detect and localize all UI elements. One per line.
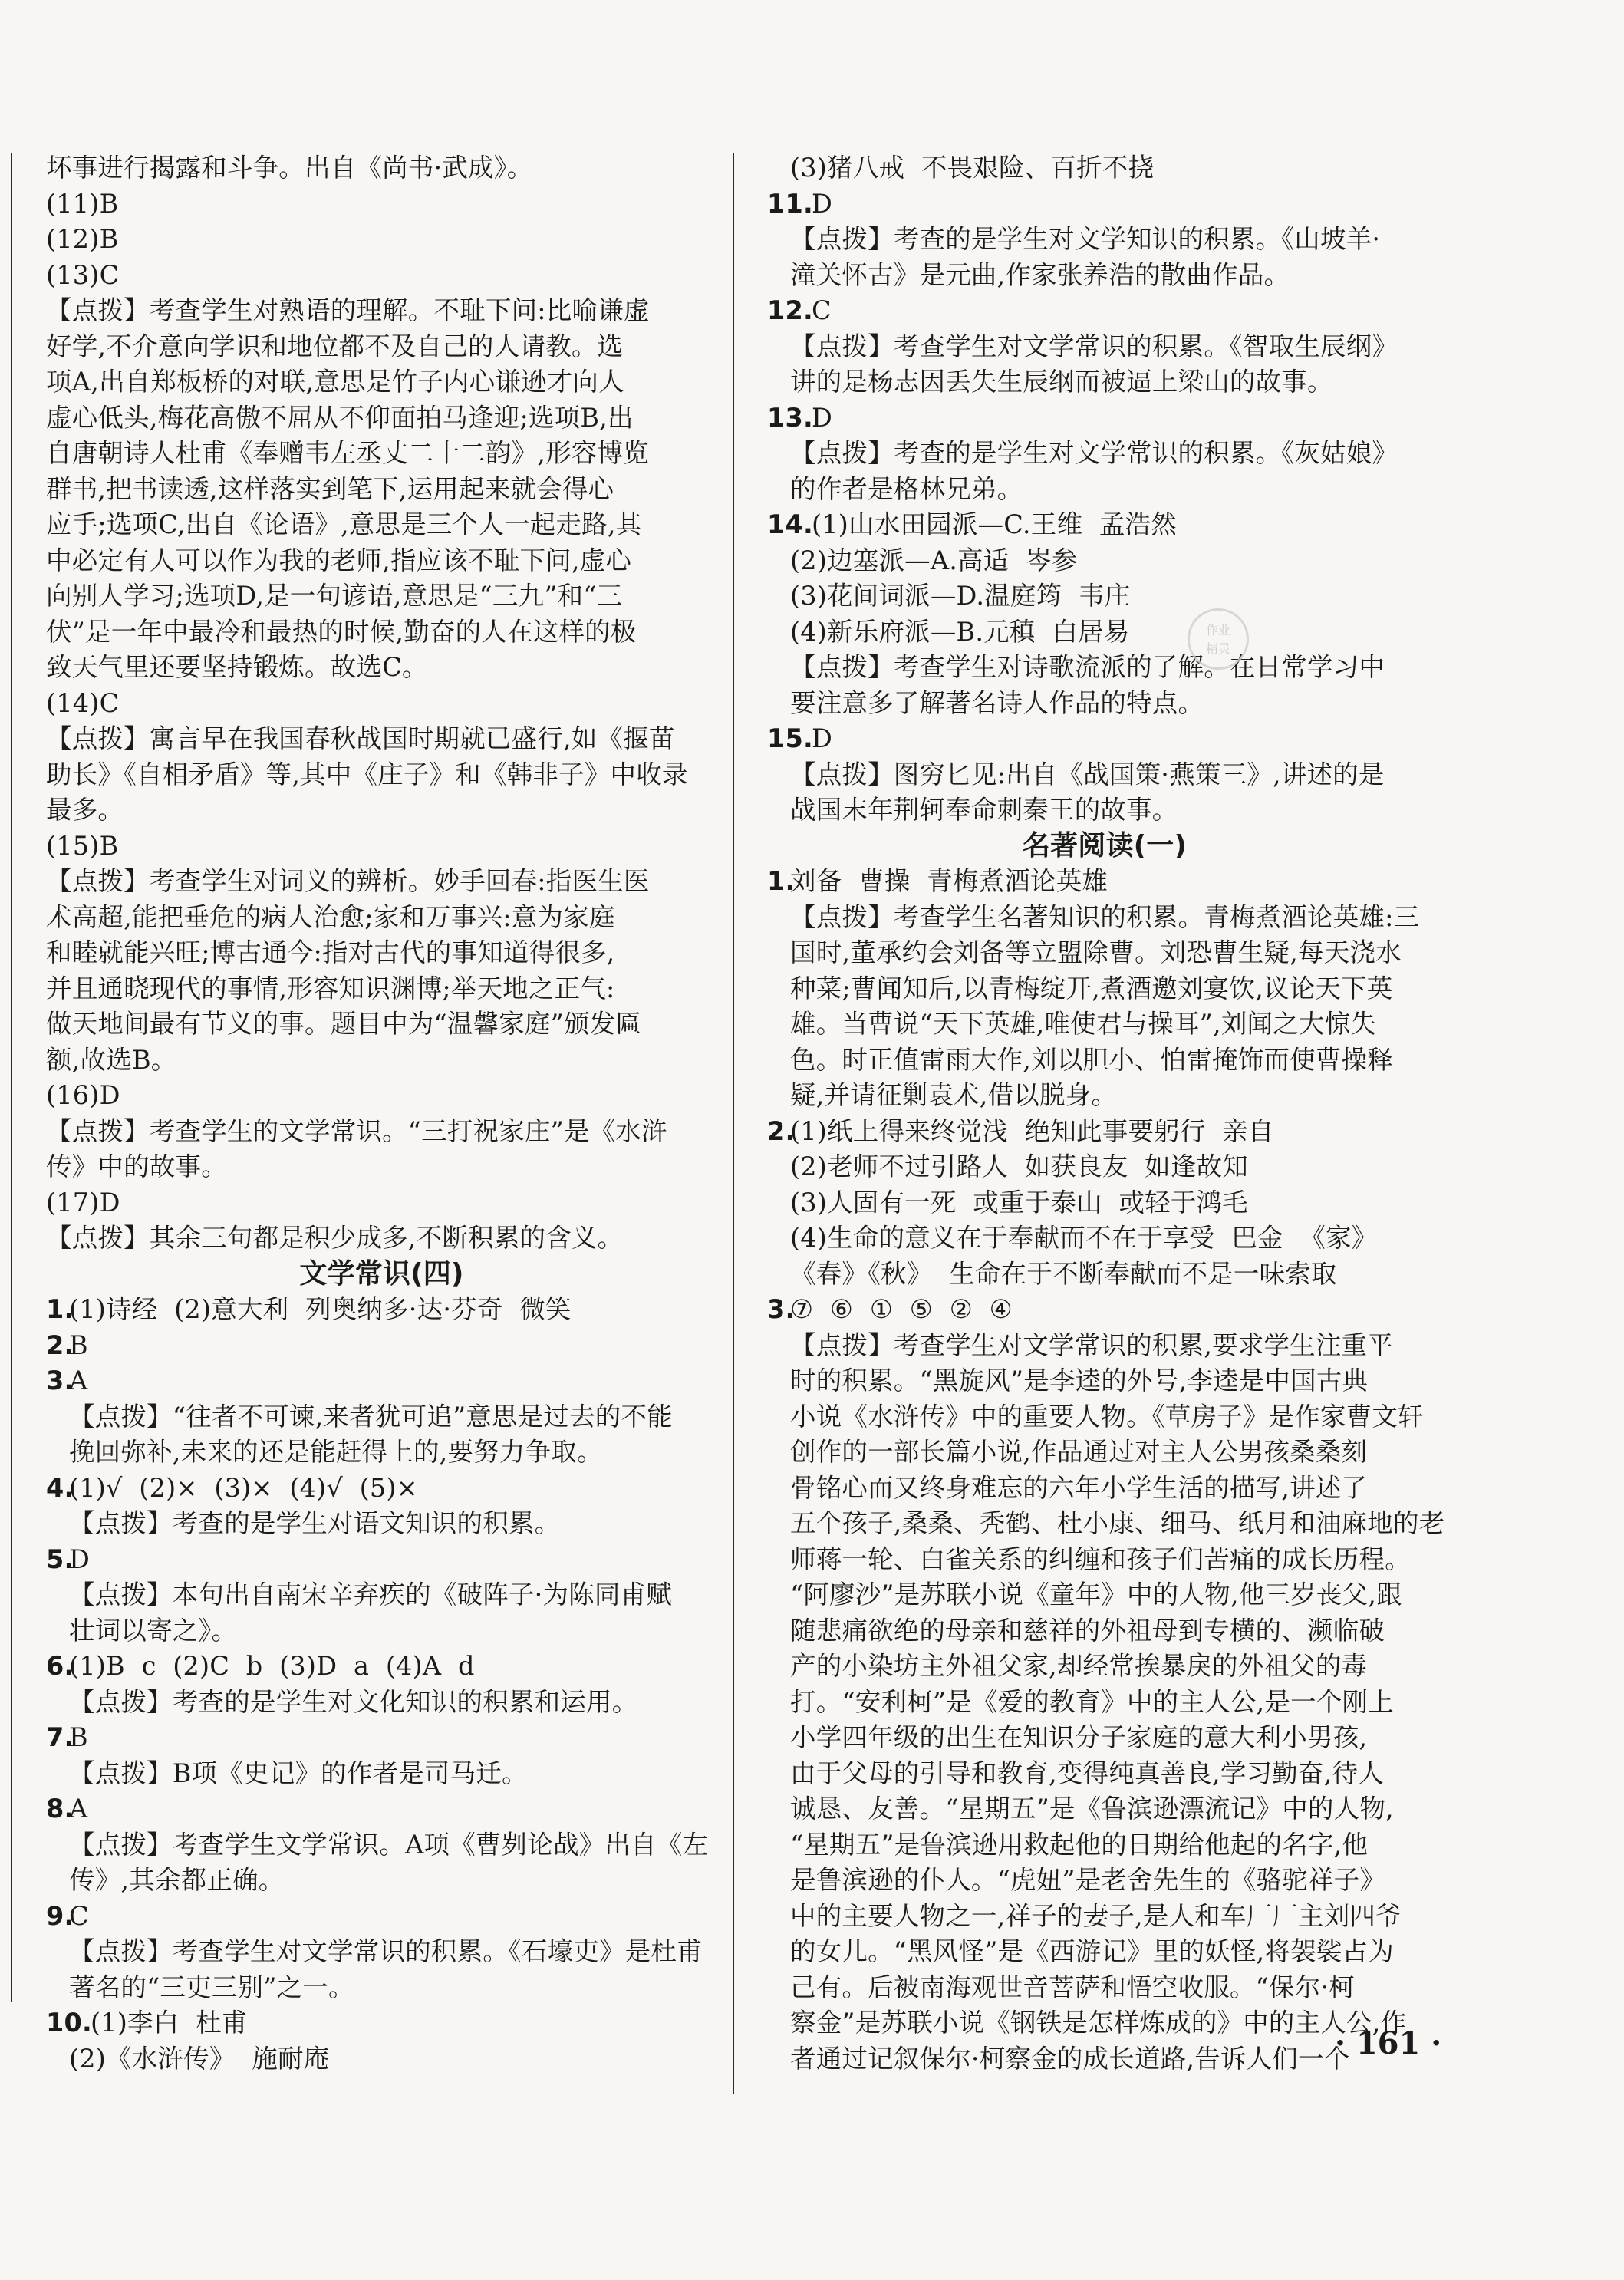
text-line: 潼关怀古》是元曲,作家张养浩的散曲作品。: [790, 259, 1290, 290]
answer-text: C: [812, 295, 832, 325]
text-line: 致天气里还要坚持锻炼。故选C。: [46, 652, 428, 682]
text-line: 虚心低头,梅花高傲不屈从不仰面拍马逢迎;选项B,出: [46, 402, 634, 433]
answer-text: (1)B c (2)C b (3)D a (4)A d: [69, 1651, 475, 1681]
watermark-line1: 作业: [1205, 623, 1230, 638]
answer-line: [46, 1542, 717, 1578]
text-line: 要注意多了解著名诗人作品的特点。: [790, 687, 1204, 718]
text-line: (3)猪八戒 不畏艰险、百折不挠: [790, 153, 1155, 183]
text-line: 【点拨】考查的是学生对文化知识的积累和运用。: [69, 1686, 638, 1717]
text-line: 中的主要人物之一,祥子的妻子,是人和车厂厂主刘四爷: [790, 1900, 1402, 1931]
question-number: 6.: [46, 1651, 74, 1681]
text-line: 壮词以寄之》。: [69, 1615, 238, 1646]
text-line: 【点拨】考查学生名著知识的积累。青梅煮酒论英雄:三: [790, 901, 1420, 932]
text-line: 己有。后被南海观世音菩萨和悟空收服。“保尔·柯: [790, 1972, 1355, 2002]
text-line: 术高超,能把垂危的病人治愈;家和万事兴:意为家庭: [46, 901, 615, 932]
question-number: 1.: [767, 866, 796, 896]
text-line: “阿廖沙”是苏联小说《童年》中的人物,他三岁丧父,跟: [790, 1580, 1402, 1610]
question-number: 1.: [46, 1294, 74, 1324]
answer-line: [767, 1292, 1442, 1328]
text-line: 打。“安利柯”是《爱的教育》中的主人公,是一个刚上: [790, 1686, 1394, 1717]
text-line: 挽回弥补,未来的还是能赶得上的,要努力争取。: [69, 1437, 603, 1467]
text-line: 【点拨】考查学生对熟语的理解。不耻下问:比喻谦虚: [46, 295, 650, 325]
text-line: 骨铭心而又终身难忘的六年小学生活的描写,讲述了: [790, 1472, 1368, 1503]
answer-text: C: [69, 1900, 89, 1931]
text-line: 讲的是杨志因丢失生辰纲而被逼上梁山的故事。: [790, 367, 1333, 397]
page-number: · 161 ·: [1335, 2025, 1442, 2061]
answer-line: [46, 1328, 717, 1364]
text-line: 自唐朝诗人杜甫《奉赠韦左丞丈二十二韵》,形容博览: [46, 438, 649, 468]
text-line: “星期五”是鲁滨逊用救起他的日期给他起的名字,他: [790, 1829, 1369, 1860]
text-line: 群书,把书读透,这样落实到笔下,运用起来就会得心: [46, 473, 614, 504]
text-line: 【点拨】“往者不可谏,来者犹可追”意思是过去的不能: [69, 1401, 673, 1432]
watermark-line2: 精灵: [1205, 641, 1230, 656]
question-number: 11.: [767, 188, 813, 219]
answer-line: [767, 721, 1442, 757]
answer-line: [767, 864, 1442, 900]
text-line: (11)B: [46, 188, 119, 219]
text-line: 应手;选项C,出自《论语》,意思是三个人一起走路,其: [46, 509, 642, 539]
text-line: 雄。当曹说“天下英雄,唯使君与操耳”,刘闻之大惊失: [790, 1009, 1377, 1039]
question-number: 2.: [46, 1329, 74, 1360]
text-line: 并且通晓现代的事情,形容知识渊博;举天地之正气:: [46, 973, 615, 1003]
text-line: 中必定有人可以作为我的老师,指应该不耻下问,虚心: [46, 545, 632, 575]
text-line: 【点拨】考查的是学生对文学知识的积累。《山坡羊·: [790, 224, 1381, 254]
answer-text: B: [69, 1722, 88, 1752]
text-line: 【点拨】B项《史记》的作者是司马迁。: [69, 1758, 528, 1788]
answer-line: [767, 400, 1442, 437]
text-line: 助长》《自相矛盾》等,其中《庄子》和《韩非子》中收录: [46, 759, 688, 789]
text-line: 向别人学习;选项D,是一句谚语,意思是“三九”和“三: [46, 581, 623, 611]
text-line: 做天地间最有节义的事。题目中为“温馨家庭”颁发匾: [46, 1009, 642, 1039]
question-number: 5.: [46, 1544, 74, 1574]
text-line: 由于父母的引导和教育,变得纯真善良,学习勤奋,待人: [790, 1758, 1384, 1788]
text-line: (2)边塞派—A.高适 岑参: [790, 545, 1078, 575]
answer-text: D: [812, 402, 833, 433]
text-line: 传》,其余都正确。: [69, 1865, 285, 1895]
question-number: 3.: [46, 1366, 74, 1395]
answer-line: [46, 1899, 717, 1935]
text-line: 著名的“三吏三别”之一。: [69, 1972, 354, 2002]
watermark-stamp: [1188, 608, 1249, 670]
text-line: 【点拨】考查学生对诗歌流派的了解。在日常学习中: [790, 652, 1385, 682]
question-number: 2.: [767, 1115, 796, 1146]
text-line: (17)D: [46, 1187, 120, 1217]
text-line: 最多。: [46, 795, 124, 825]
text-line: 的作者是格林兄弟。: [790, 473, 1023, 504]
text-line: 【点拨】本句出自南宋辛弃疾的《破阵子·为陈同甫赋: [69, 1580, 672, 1610]
text-line: (3)花间词派—D.温庭筠 韦庄: [790, 581, 1131, 611]
text-line: 者通过记叙保尔·柯察金的成长道路,告诉人们一个: [790, 2043, 1350, 2074]
text-line: 战国末年荆轲奉命刺秦王的故事。: [790, 795, 1178, 825]
text-line: 师蒋一轮、白雀关系的纠缠和孩子们苦痛的成长历程。: [790, 1544, 1411, 1574]
text-line: 色。时正值雷雨大作,刘以胆小、怕雷掩饰而使曹操释: [790, 1044, 1393, 1075]
question-number: 8.: [46, 1794, 74, 1824]
answer-text: D: [812, 723, 833, 753]
answer-text: (1)诗经 (2)意大利 列奥纳多·达·芬奇 微笑: [69, 1294, 572, 1324]
answer-text: D: [69, 1544, 91, 1574]
text-line: (2)老师不过引路人 如获良友 如逢故知: [790, 1152, 1248, 1181]
text-line: 小学四年级的出生在知识分子家庭的意大利小男孩,: [790, 1722, 1368, 1752]
text-line: (13)C: [46, 259, 120, 290]
left-column: [46, 150, 717, 2077]
answer-line: [46, 1791, 717, 1827]
answer-line: [46, 2005, 717, 2041]
answer-text: A: [69, 1794, 88, 1824]
answer-text: (1)√ (2)× (3)× (4)√ (5)×: [69, 1472, 418, 1503]
answer-text: ⑦ ⑥ ① ⑤ ② ④: [790, 1294, 1013, 1324]
answer-line: [46, 1471, 717, 1507]
answer-line: [46, 1292, 717, 1328]
answer-line: [46, 1720, 717, 1756]
text-line: 随悲痛欲绝的母亲和慈祥的外祖母到专横的、濒临破: [790, 1615, 1385, 1646]
text-line: 察金”是苏联小说《钢铁是怎样炼成的》中的主人公,作: [790, 2008, 1407, 2038]
section-heading: 名著阅读(一): [1022, 829, 1188, 862]
text-line: 【点拨】考查的是学生对语文知识的积累。: [69, 1508, 561, 1538]
answer-line: [46, 1649, 717, 1685]
question-number: 7.: [46, 1722, 74, 1752]
answer-line: [46, 1363, 717, 1399]
column-divider-rule: [733, 153, 734, 2094]
text-line: (4)生命的意义在于奉献而不在于享受 巴金 《家》: [790, 1223, 1378, 1253]
question-number: 3.: [767, 1294, 796, 1324]
text-line: 种菜;曹闻知后,以青梅绽开,煮酒邀刘宴饮,议论天下英: [790, 973, 1393, 1003]
question-number: 14.: [767, 509, 813, 539]
text-line: 产的小染坊主外祖父家,却经常挨暴戾的外祖父的毒: [790, 1651, 1368, 1681]
answer-text: D: [812, 188, 833, 219]
text-line: 【点拨】考查学生对文学常识的积累。《智取生辰纲》: [790, 331, 1398, 361]
text-line: (15)B: [46, 830, 119, 861]
text-line: 【点拨】考查学生文学常识。A项《曹刿论战》出自《左: [69, 1829, 709, 1860]
question-number: 15.: [767, 723, 813, 753]
answer-line: [767, 293, 1442, 329]
answer-text: (1)纸上得来终觉浅 绝知此事要躬行 亲自: [790, 1115, 1274, 1146]
answer-line: [767, 1114, 1442, 1150]
text-line: 五个孩子,桑桑、秃鹤、杜小康、细马、纸月和油麻地的老: [790, 1508, 1445, 1538]
text-line: 传》中的故事。: [46, 1152, 227, 1181]
answer-line: [767, 507, 1442, 543]
text-line: 伏”是一年中最冷和最热的时候,勤奋的人在这样的极: [46, 616, 637, 647]
question-number: 9.: [46, 1900, 74, 1931]
text-line: 《春》《秋》 生命在于不断奉献而不是一味索取: [790, 1258, 1337, 1289]
text-line: 额,故选B。: [46, 1044, 177, 1075]
left-margin-rule: [11, 153, 12, 2002]
text-line: 小说《水浒传》中的重要人物。《草房子》是作家曹文轩: [790, 1401, 1424, 1432]
question-number: 10.: [46, 2008, 92, 2038]
text-line: 坏事进行揭露和斗争。出自《尚书·武成》。: [46, 153, 533, 183]
text-line: (2)《水浒传》 施耐庵: [69, 2043, 330, 2074]
text-line: 【点拨】考查学生对文学常识的积累,要求学生注重平: [790, 1329, 1393, 1360]
text-line: 项A,出自郑板桥的对联,意思是竹子内心谦逊才向人: [46, 367, 624, 397]
text-line: 【点拨】考查学生的文学常识。“三打祝家庄”是《水浒: [46, 1115, 667, 1146]
text-line: (12)B: [46, 224, 119, 254]
question-number: 4.: [46, 1472, 74, 1503]
text-line: (14)C: [46, 687, 120, 718]
text-line: 【点拨】寓言早在我国春秋战国时期就已盛行,如《揠苗: [46, 723, 675, 753]
answer-text: B: [69, 1329, 88, 1360]
section-heading: 文学常识(四): [299, 1257, 464, 1290]
text-line: 【点拨】图穷匕见:出自《战国策·燕策三》,讲述的是: [790, 759, 1385, 789]
right-column: [767, 150, 1445, 2077]
text-line: 【点拨】考查学生对词义的辨析。妙手回春:指医生医: [46, 866, 650, 896]
text-line: 【点拨】考查学生对文学常识的积累。《石壕吏》是杜甫: [69, 1936, 703, 1966]
text-line: (16)D: [46, 1080, 120, 1110]
answer-text: (1)山水田园派—C.王维 孟浩然: [812, 509, 1177, 539]
text-line: (4)新乐府派—B.元稹 白居易: [790, 616, 1130, 647]
answer-text: 刘备 曹操 青梅煮酒论英雄: [790, 866, 1108, 896]
text-line: 疑,并请征剿袁术,借以脱身。: [790, 1080, 1118, 1110]
text-line: 诚恳、友善。“星期五”是《鲁滨逊漂流记》中的人物,: [790, 1794, 1394, 1824]
text-line: 好学,不介意向学识和地位都不及自己的人请教。选: [46, 331, 624, 361]
text-line: 的女儿。“黑风怪”是《西游记》里的妖怪,将袈裟占为: [790, 1936, 1394, 1966]
question-number: 13.: [767, 402, 813, 433]
text-line: (3)人固有一死 或重于泰山 或轻于鸿毛: [790, 1187, 1248, 1217]
text-line: 【点拨】其余三句都是积少成多,不断积累的含义。: [46, 1223, 624, 1253]
text-line: 【点拨】考查的是学生对文学常识的积累。《灰姑娘》: [790, 438, 1398, 468]
text-line: 是鲁滨逊的仆人。“虎妞”是老舍先生的《骆驼祥子》: [790, 1865, 1386, 1895]
answer-line: [767, 186, 1442, 222]
text-line: 创作的一部长篇小说,作品通过对主人公男孩桑桑刻: [790, 1437, 1368, 1467]
answer-text: (1)李白 杜甫: [91, 2008, 248, 2038]
text-line: 时的积累。“黑旋风”是李逵的外号,李逵是中国古典: [790, 1366, 1369, 1395]
question-number: 12.: [767, 295, 813, 325]
text-line: 和睦就能兴旺;博古通今:指对古代的事知道得很多,: [46, 937, 615, 967]
text-line: 国时,董承约会刘备等立盟除曹。刘恐曹生疑,每天浇水: [790, 937, 1402, 967]
answer-text: A: [69, 1366, 88, 1395]
